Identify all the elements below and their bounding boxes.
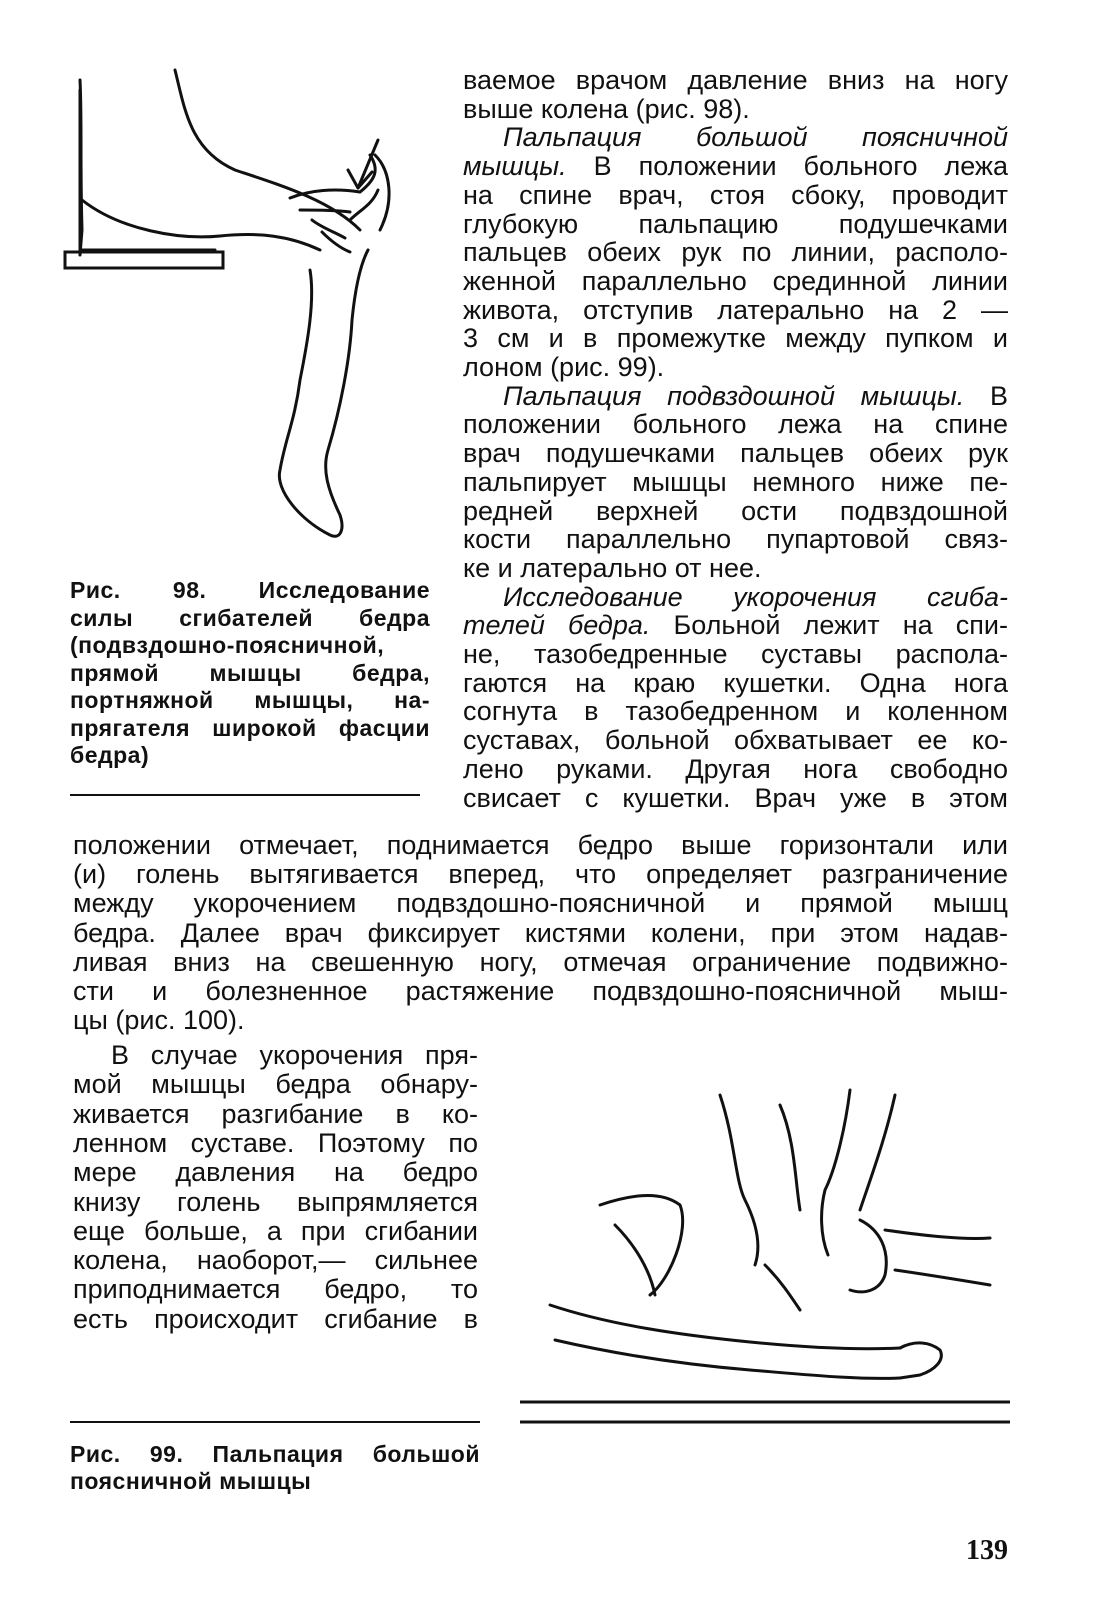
text-line	[463, 323, 1008, 353]
text-line	[463, 639, 1008, 669]
text-line: ливая вниз на свешенную ногу, отмечая ограничение подвижно-	[73, 946, 1008, 977]
text-line	[463, 496, 1008, 526]
text-line: между укорочением подвздошно-поясничной и прямой мышц	[73, 888, 1008, 919]
text-segment: на спине врач, стоя сбоку, проводит	[463, 179, 1008, 210]
text-line: есть происходит сгибание в	[73, 1303, 478, 1334]
text-segment: лоном (рис. 99).	[463, 352, 665, 382]
text-line: живается разгибание в ко-	[73, 1098, 478, 1129]
caption-line: (подвздошно-поясничной,	[70, 632, 385, 658]
text-line	[463, 151, 1008, 181]
caption-line: прямой мышцы бедра,	[70, 659, 430, 686]
caption-98-rule	[70, 794, 420, 796]
caption-line: силы сгибателей бедра	[70, 604, 430, 631]
text-line: еще больше, а при сгибании	[73, 1215, 478, 1246]
text-segment: согнута в тазобедренном и коленном	[463, 696, 1008, 727]
text-line: мой мышцы бедра обнару-	[73, 1069, 478, 1100]
text-line	[463, 266, 1008, 296]
text-line: В случае укорочения пря-	[111, 1040, 478, 1070]
figure-99-palpation-illustration	[520, 1080, 1010, 1450]
text-segment: 3 см и в промежутке между пупком и	[463, 323, 1008, 354]
caption-line: прягателя широкой фасции	[70, 714, 430, 741]
text-segment: редней верхней ости подвздошной	[463, 495, 1008, 526]
text-line: ленном суставе. Поэтому по	[73, 1127, 478, 1158]
text-segment: В положении больного лежа	[566, 151, 1008, 182]
text-line: колена, наоборот,— сильнее	[73, 1245, 478, 1276]
page-number: 139	[966, 1535, 1008, 1566]
text-segment: ке и латерально от нее.	[463, 552, 762, 583]
text-line: мере давления на бедро	[73, 1157, 478, 1188]
text-segment: суставах, больной обхватывает ее ко-	[463, 725, 1008, 756]
text-segment: выше колена (рис. 98).	[463, 93, 750, 124]
text-segment: живота, отступив латерально на 2 —	[463, 294, 1008, 325]
text-line	[503, 381, 1008, 411]
text-line	[463, 65, 1008, 95]
text-line: (и) голень вытягивается вперед, что определяет разграничение	[73, 859, 1008, 890]
figure-98-leg-illustration	[60, 60, 430, 560]
text-line	[463, 610, 1008, 640]
text-line	[463, 754, 1008, 784]
text-line: цы (рис. 100).	[73, 1005, 245, 1036]
text-line	[463, 237, 1008, 267]
text-line	[463, 209, 1008, 239]
text-segment: пальцев обеих рук по линии, располо-	[463, 237, 1008, 268]
caption-line: бедра)	[70, 742, 150, 768]
caption-99-rule	[70, 1421, 480, 1423]
caption-line: поясничной мышцы	[70, 1468, 312, 1494]
text-segment: положении больного лежа на спине	[463, 409, 1008, 440]
text-segment: пальпирует мышцы немного ниже пе-	[463, 466, 1008, 497]
italic-heading: Пальпация подвздошной мышцы.	[503, 380, 965, 411]
text-line: положении отмечает, поднимается бедро выше горизонтали или	[73, 830, 1008, 860]
text-segment: женной параллельно срединной линии	[463, 265, 1008, 296]
text-line	[503, 582, 1008, 612]
text-line	[463, 467, 1008, 497]
text-segment: ваемое врачом давление вниз на ногу	[463, 65, 1008, 95]
text-line	[463, 668, 1008, 698]
text-line	[503, 122, 1008, 152]
text-segment: не, тазобедренные суставы распола-	[463, 639, 1008, 669]
text-line	[463, 524, 1008, 554]
text-segment: гаются на краю кушетки. Одна нога	[463, 667, 1008, 698]
text-segment: лено руками. Другая нога свободно	[463, 753, 1008, 784]
text-line	[463, 94, 1008, 124]
text-segment: Больной лежит на спи-	[650, 610, 1009, 641]
italic-heading: телей бедра.	[463, 610, 651, 641]
text-line	[463, 438, 1008, 468]
text-line: бедра. Далее врач фиксирует кистями колени, при этом надав-	[73, 917, 1008, 948]
text-segment: глубокую пальпацию подушечками	[463, 208, 1008, 239]
italic-heading: мышцы.	[463, 151, 567, 182]
text-segment: врач подушечками пальцев обеих рук	[463, 438, 1008, 469]
text-line: приподнимается бедро, то	[73, 1274, 478, 1305]
text-segment: В	[964, 380, 1009, 411]
text-segment: свисает с кушетки. Врач уже в этом	[463, 782, 1008, 813]
text-line	[463, 783, 1008, 813]
text-line	[463, 696, 1008, 726]
caption-line: Рис. 98. Исследование	[70, 577, 430, 603]
italic-heading: Пальпация большой поясничной	[503, 122, 1008, 153]
text-line	[463, 409, 1008, 439]
text-line	[463, 180, 1008, 210]
italic-heading: Исследование укорочения сгиба-	[503, 581, 1008, 612]
text-line	[463, 295, 1008, 325]
text-line	[463, 725, 1008, 755]
text-line: книзу голень выпрямляется	[73, 1186, 478, 1217]
text-segment: кости параллельно пупартовой связ-	[463, 524, 1008, 555]
text-line: сти и болезненное растяжение подвздошно-поясничной мыш-	[73, 976, 1008, 1006]
text-line	[463, 352, 1008, 382]
caption-line: портняжной мышцы, на-	[70, 687, 430, 713]
caption-line: Рис. 99. Пальпация большой	[70, 1441, 480, 1467]
text-line	[463, 553, 1008, 583]
